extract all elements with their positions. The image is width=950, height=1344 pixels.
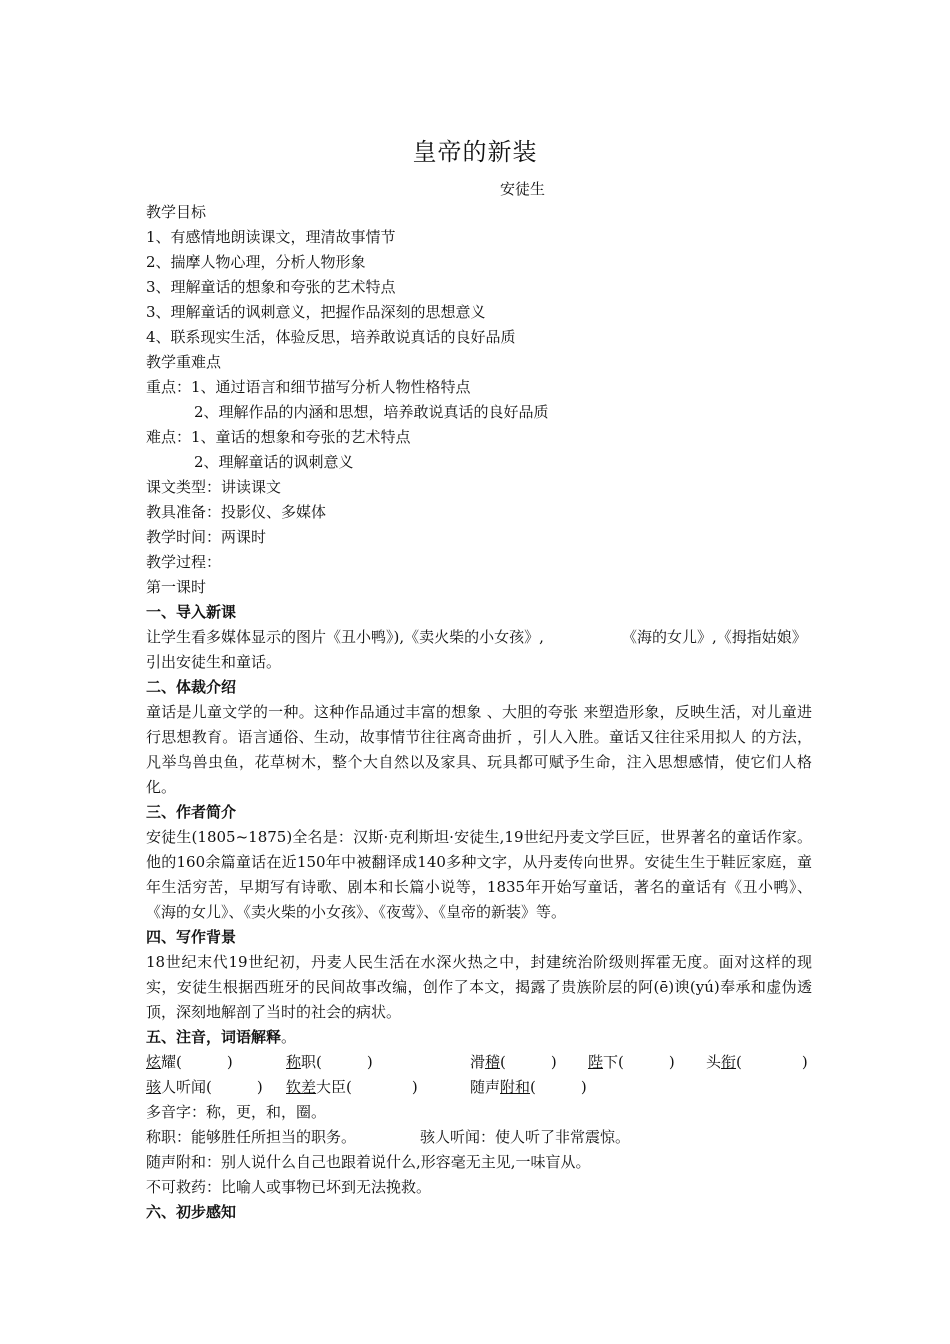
- section-heading-intro: 一、导入新课: [146, 603, 237, 621]
- key-point-1: [146, 375, 812, 400]
- intro-text-a: 让学生看多媒体显示的图片《丑小鸭》),《卖火柴的小女孩》,: [146, 628, 544, 646]
- key-point-2: 2、理解作品的内涵和思想，培养敢说真话的良好品质: [194, 403, 549, 421]
- vocab-row-1: [146, 1050, 812, 1075]
- definition-line-1: [146, 1125, 812, 1150]
- difficult-point-1: [146, 425, 812, 450]
- objective-item: 4、联系现实生活，体验反思，培养敢说真话的良好品质: [146, 328, 516, 346]
- vocab-item: 滑稽( ): [470, 1053, 557, 1071]
- intro-line: [146, 625, 812, 650]
- section-heading-perception: 六、初步感知: [146, 1203, 237, 1221]
- document-body: [146, 200, 812, 1225]
- objective-item: 3、理解童话的讽刺意义，把握作品深刻的思想意义: [146, 303, 486, 321]
- definition-line-3: 不可救药：比喻人或事物已坏到无法挽救。: [146, 1178, 432, 1196]
- section-heading-vocab: [146, 1025, 812, 1050]
- document-author: 安徒生: [500, 180, 546, 198]
- polyphone-line: 多音字：称，更，和，圈。: [146, 1103, 327, 1121]
- document-title: 皇帝的新装: [412, 138, 538, 166]
- vocab-heading-dot: 。: [281, 1028, 297, 1046]
- definition-text: 骇人听闻：使人听了非常震惊。: [420, 1128, 631, 1146]
- vocab-item: 陛下( ): [588, 1053, 675, 1071]
- difficult-point-text: 1、童话的想象和夸张的艺术特点: [191, 428, 411, 446]
- section-heading-author: 三、作者简介: [146, 803, 237, 821]
- vocab-row-2: [146, 1075, 812, 1100]
- key-point-label: 重点：: [146, 378, 192, 396]
- author-paragraph: 安徒生(1805~1875)全名是：汉斯·克利斯坦·安徒生,19世纪丹麦文学巨匠，世界著名的童话作家。他的160余篇童话在近150年中被翻译成140多种文字，从丹麦传向世界。安徒生生于鞋匠家庭，童年生活穷苦，早期写有诗歌、剧本和长篇小说等，1835年开始写童话，著名的童话有《丑小鸭》、《海的女儿》、《卖火柴的小女孩》、《夜莺》、《皇帝的新装》等。: [146, 828, 812, 921]
- vocab-item: 随声附和( ): [470, 1078, 587, 1096]
- vocab-item: 钦差大臣( ): [286, 1078, 418, 1096]
- vocab-item: 骇人听闻( ): [146, 1078, 263, 1096]
- objective-item: 3、理解童话的想象和夸张的艺术特点: [146, 278, 396, 296]
- objectives-heading: 教学目标: [146, 203, 207, 221]
- section-heading-background: 四、写作背景: [146, 928, 237, 946]
- intro-text-c: 引出安徒生和童话。: [146, 653, 282, 671]
- lesson-type: 课文类型：讲读课文: [146, 478, 282, 496]
- difficult-point-2: 2、理解童话的讽刺意义: [194, 453, 354, 471]
- vocab-heading-text: 五、注音，词语解释: [146, 1028, 282, 1046]
- key-point-text: 1、通过语言和细节描写分析人物性格特点: [191, 378, 471, 396]
- teaching-time: 教学时间：两课时: [146, 528, 267, 546]
- teaching-tools: 教具准备：投影仪、多媒体: [146, 503, 327, 521]
- vocab-item: 炫耀( ): [146, 1053, 233, 1071]
- genre-paragraph: 童话是儿童文学的一种。这种作品通过丰富的想象 、大胆的夸张 来塑造形象，反映生活，对儿童进行思想教育。语言通俗、生动，故事情节往往离奇曲折 ，引人入胜。童话又往往采用拟人 的方法，凡举鸟兽虫鱼，花草树木，整个大自然以及家具、玩具都可赋予生命，注入思想感情，使它们人格化。: [146, 703, 812, 796]
- key-difficult-heading: 教学重难点: [146, 353, 222, 371]
- definition-line-2: 随声附和：别人说什么自己也跟着说什么,形容毫无主见,一味盲从。: [146, 1153, 591, 1171]
- vocab-item: 称职( ): [286, 1053, 373, 1071]
- definition-text: 称职：能够胜任所担当的职务。: [146, 1128, 357, 1146]
- intro-text-b: 《海的女儿》,《拇指姑娘》: [622, 628, 807, 646]
- objective-item: 2、揣摩人物心理，分析人物形象: [146, 253, 366, 271]
- first-lesson: 第一课时: [146, 578, 207, 596]
- difficult-point-label: 难点：: [146, 428, 192, 446]
- vocab-item: 头衔( ): [706, 1053, 808, 1071]
- teaching-process: 教学过程：: [146, 553, 222, 571]
- objective-item: 1、有感情地朗读课文，理清故事情节: [146, 228, 396, 246]
- section-heading-genre: 二、体裁介绍: [146, 678, 237, 696]
- background-paragraph: 18世纪末代19世纪初，丹麦人民生活在水深火热之中，封建统治阶级则挥霍无度。面对这样的现实，安徒生根据西班牙的民间故事改编，创作了本文，揭露了贵族阶层的阿(ē)谀(yú)奉承和虚伪透顶，深刻地解剖了当时的社会的病状。: [146, 953, 812, 1021]
